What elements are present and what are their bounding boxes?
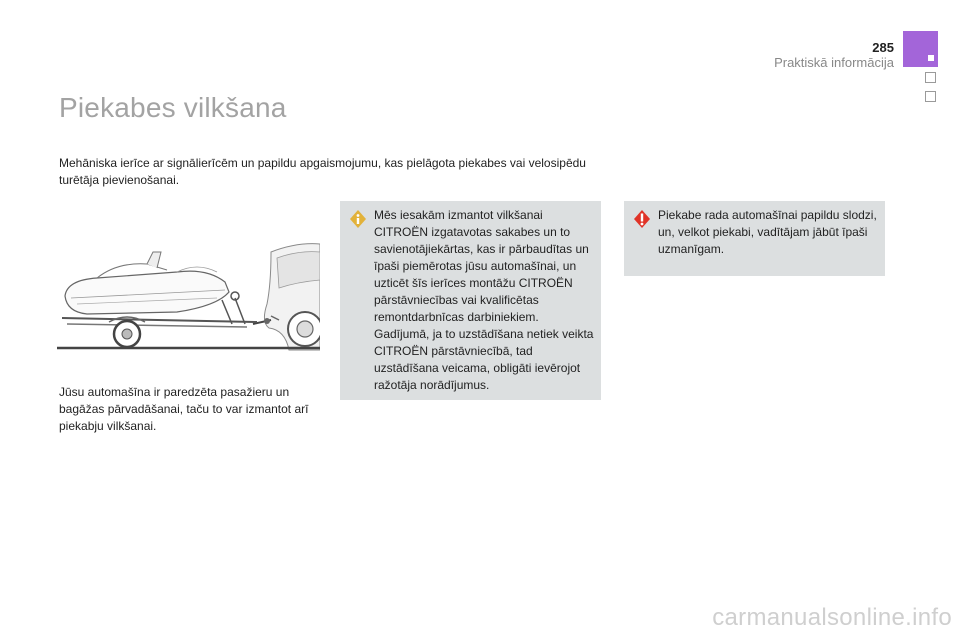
info-text: Mēs iesakām izmantot vilkšanai CITROËN izgatavotas sakabes un to savienotājiekārtas, kas ir pārbaudītas un īpaši piemērotas jūsu automašīnai, un uzticēt šīs ierīces montāžu CITROËN pārstāvniecības vai kvalificētas remontdarbnīcas darbiniekiem. Gadījumā, ja to uzstādīšana netiek veikta CITROËN pārstāvniecībā, tad uzstādīšana veicama, obligāti ievērojot ražotāja norādījumus.: [374, 208, 594, 392]
info-icon: [349, 209, 367, 229]
info-box: [340, 201, 601, 400]
chapter-tab[interactable]: [925, 72, 936, 83]
warning-icon: [633, 209, 651, 229]
towing-illustration: [57, 232, 320, 354]
body-paragraph: Jūsu automašīna ir paredzēta pasažieru un bagāžas pārvadāšanai, taču to var izmantot arī piekabju vilkšanai.: [59, 385, 309, 433]
chapter-tab[interactable]: [925, 91, 936, 102]
tab-marker-icon: [928, 55, 934, 61]
warning-text: Piekabe rada automašīnai papildu slodzi, un, velkot piekabi, vadītājam jābūt īpaši uzmanīgam.: [658, 208, 877, 256]
page-title: Piekabes vilkšana: [59, 92, 287, 123]
watermark: carmanualsonline.info: [712, 604, 952, 631]
warning-box: [624, 201, 885, 276]
chapter-tab-active[interactable]: [903, 31, 938, 67]
section-title: Praktiskā informācija: [774, 55, 894, 70]
intro-paragraph: Mehāniska ierīce ar signālierīcēm un papildu apgaismojumu, kas pielāgota piekabes vai velosipēdu turētāja pievienošanai.: [59, 156, 586, 187]
page-number: 285: [872, 40, 894, 55]
